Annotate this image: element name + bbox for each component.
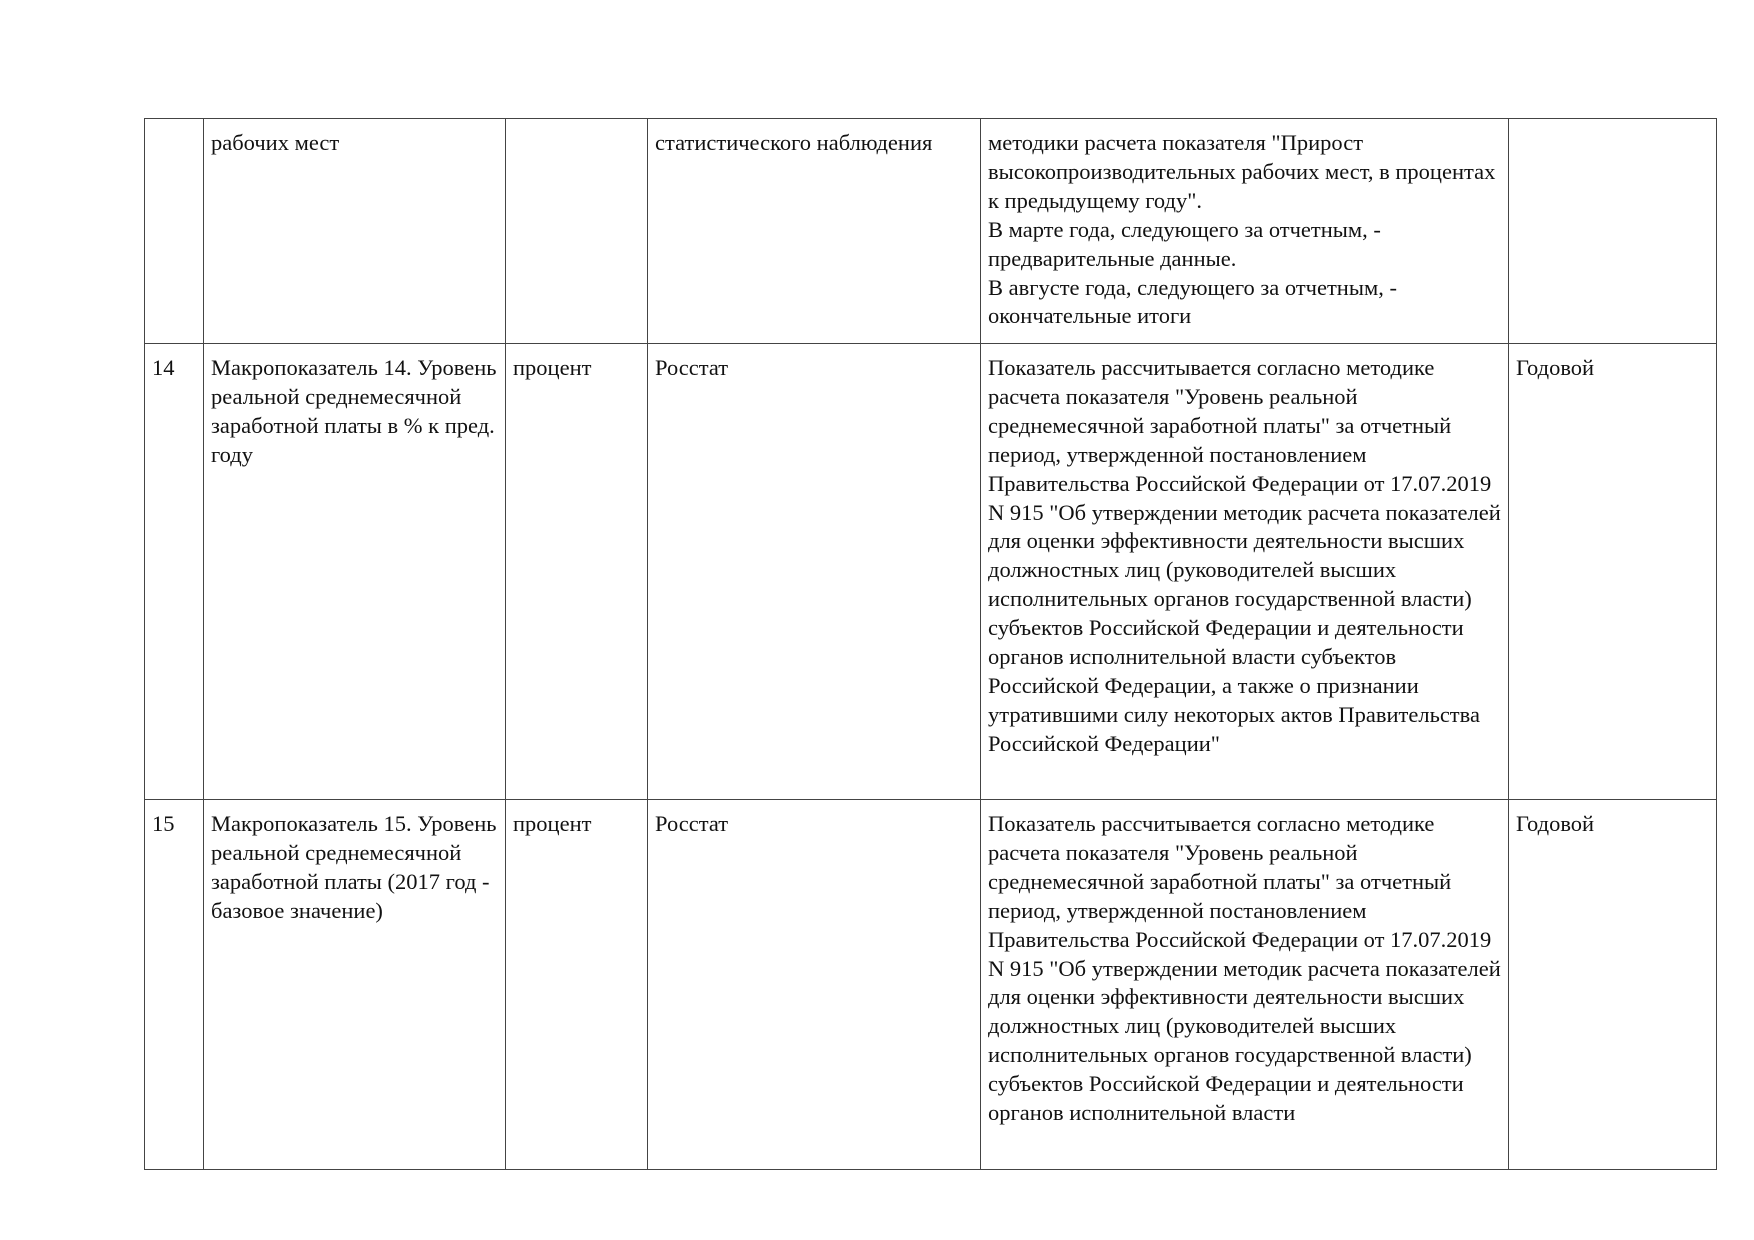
cell-indicator-name: рабочих мест [204, 119, 506, 344]
cell-unit [506, 119, 648, 344]
table-row [145, 800, 1717, 1170]
cell-period: Годовой [1509, 344, 1717, 800]
cell-source: статистического наблюдения [648, 119, 981, 344]
cell-number [145, 119, 204, 344]
cell-number: 14 [145, 344, 204, 800]
cell-method: Показатель рассчитывается согласно методике расчета показателя "Уровень реальной среднемесячной заработной платы" за отчетный период, утвержденной постановлением Правительства Российской Федерации от 17.07.2019 N 915 "Об утверждении методик расчета показателей для оценки эффективности деятельности высших должностных лиц (руководителей высших исполнительных органов государственной власти) субъектов Российской Федерации и деятельности органов исполнительной власти [981, 800, 1509, 1170]
table-row [145, 119, 1717, 344]
cell-unit: процент [506, 344, 648, 800]
cell-source: Росстат [648, 800, 981, 1170]
indicators-table [144, 118, 1717, 1170]
cell-period: Годовой [1509, 800, 1717, 1170]
cell-method: методики расчета показателя "Прирост высокопроизводительных рабочих мест, в процентах к предыдущему году". В марте года, следующего за отчетным, - предварительные данные. В августе года, следующего за отчетным, - окончательные итоги [981, 119, 1509, 344]
cell-period [1509, 119, 1717, 344]
cell-indicator-name: Макропоказатель 15. Уровень реальной среднемесячной заработной платы (2017 год - базовое значение) [204, 800, 506, 1170]
cell-number: 15 [145, 800, 204, 1170]
table-row [145, 344, 1717, 800]
cell-method: Показатель рассчитывается согласно методике расчета показателя "Уровень реальной среднемесячной заработной платы" за отчетный период, утвержденной постановлением Правительства Российской Федерации от 17.07.2019 N 915 "Об утверждении методик расчета показателей для оценки эффективности деятельности высших должностных лиц (руководителей высших исполнительных органов государственной власти) субъектов Российской Федерации и деятельности органов исполнительной власти субъектов Российской Федерации, а также о признании утратившими силу некоторых актов Правительства Российской Федерации" [981, 344, 1509, 800]
cell-source: Росстат [648, 344, 981, 800]
cell-unit: процент [506, 800, 648, 1170]
cell-indicator-name: Макропоказатель 14. Уровень реальной среднемесячной заработной платы в % к пред. году [204, 344, 506, 800]
